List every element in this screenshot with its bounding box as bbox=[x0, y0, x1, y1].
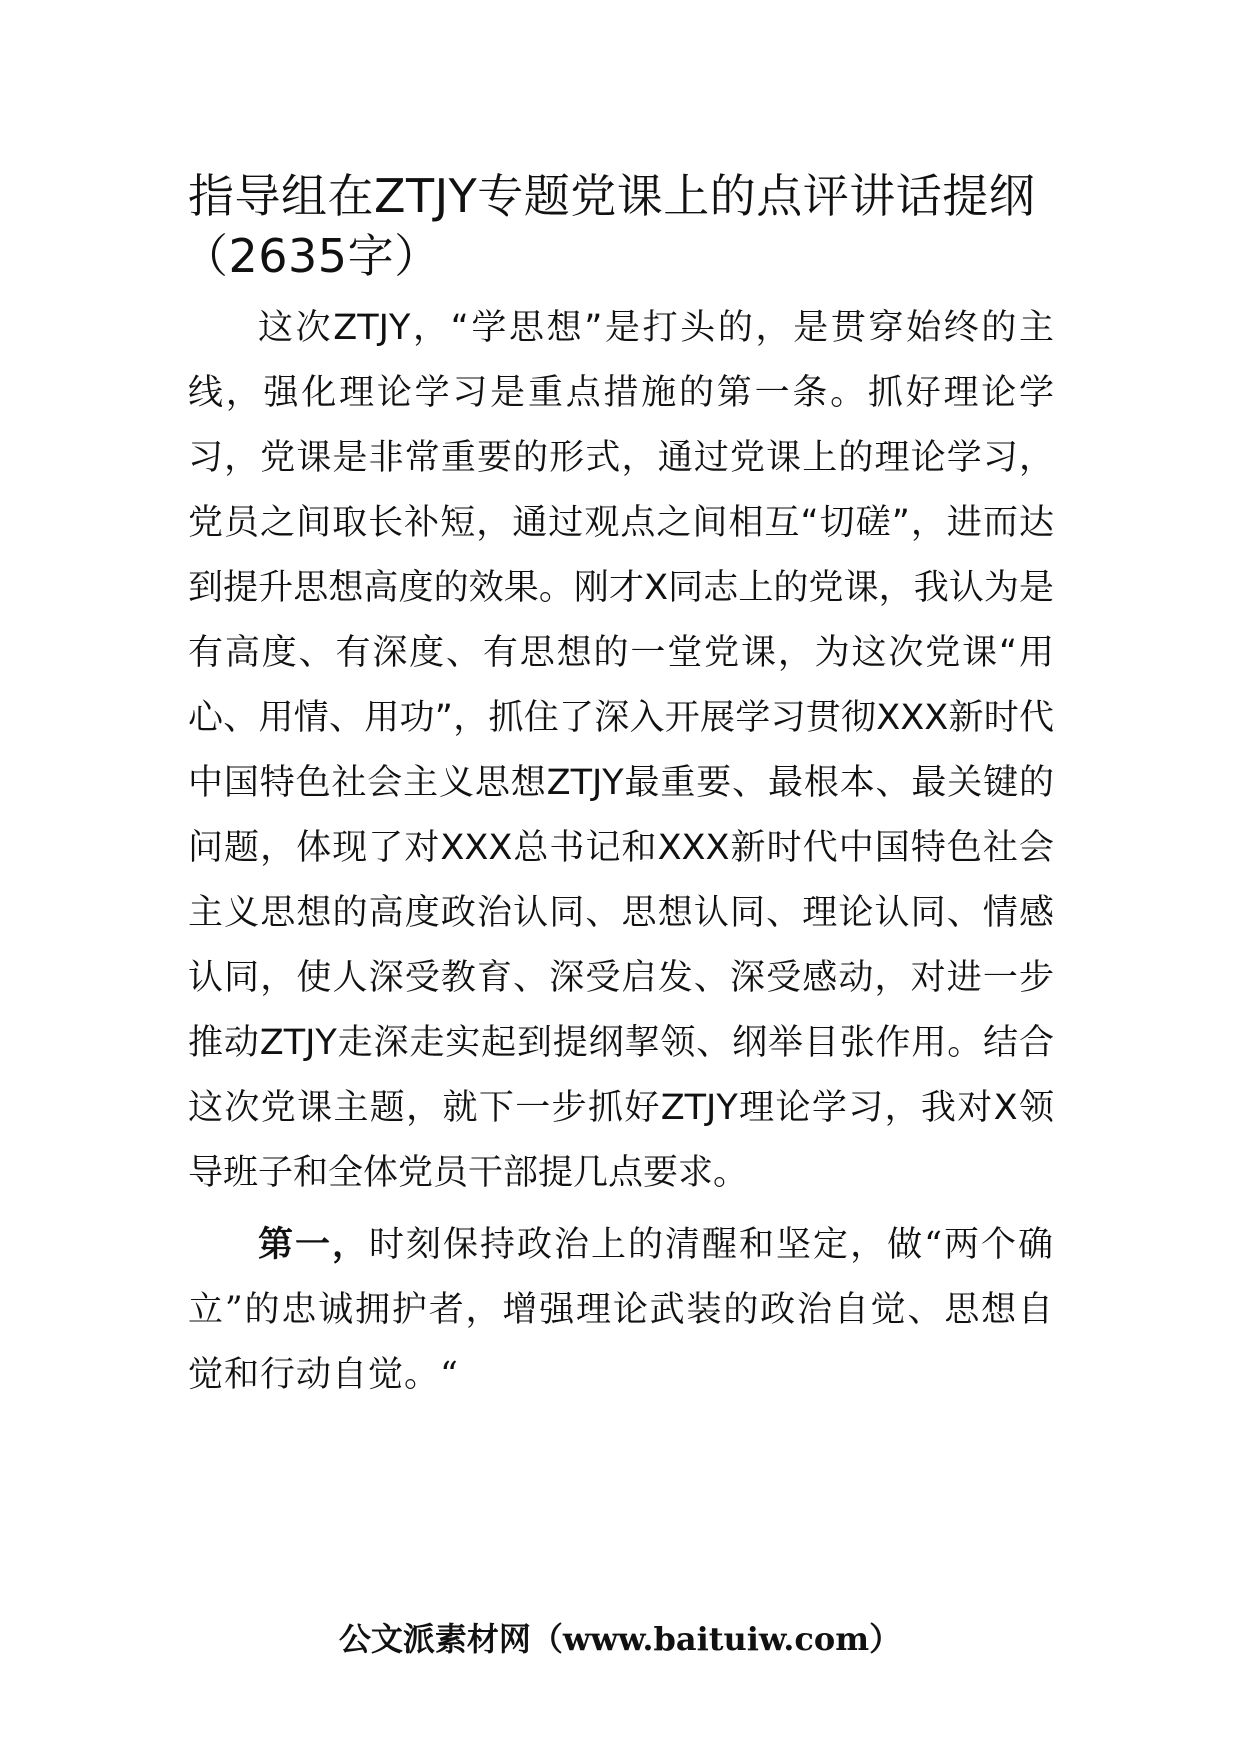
body-paragraph-2 bbox=[188, 1212, 1054, 1408]
paragraph-2-lead: 第一， bbox=[258, 1224, 370, 1265]
paragraph-2-text: 时刻保持政治上的清醒和坚定，做“两个确立”的忠诚拥护者，增强理论武装的政治自觉、思想自觉和行动自觉。“ bbox=[188, 1225, 1054, 1395]
body-paragraph-1: 这次ZTJY，“学思想”是打头的，是贯穿始终的主线，强化理论学习是重点措施的第一条。抓好理论学习，党课是非常重要的形式，通过党课上的理论学习，党员之间取长补短，通过观点之间相互“切磋”，进而达到提升思想高度的效果。刚才X同志上的党课，我认为是有高度、有深度、有思想的一堂党课，为这次党课“用心、用情、用功”，抓住了深入开展学习贯彻XXX新时代中国特色社会主义思想ZTJY最重要、最根本、最关键的问题，体现了对XXX总书记和XXX新时代中国特色社会主义思想的高度政治认同、思想认同、理论认同、情感认同，使人深受教育、深受启发、深受感动，对进一步推动ZTJY走深走实起到提纲挈领、纲举目张作用。结合这次党课主题，就下一步抓好ZTJY理论学习，我对X领导班子和全体党员干部提几点要求。 bbox=[188, 308, 1054, 1193]
title-line-1: 指导组在ZTJY专题党课上的点评讲话提纲 bbox=[188, 169, 1036, 223]
title-line-2: （2635字） bbox=[182, 229, 441, 283]
footer-source: 公文派素材网（www.baituiw.com） bbox=[338, 1620, 902, 1658]
document-title bbox=[182, 166, 1058, 286]
